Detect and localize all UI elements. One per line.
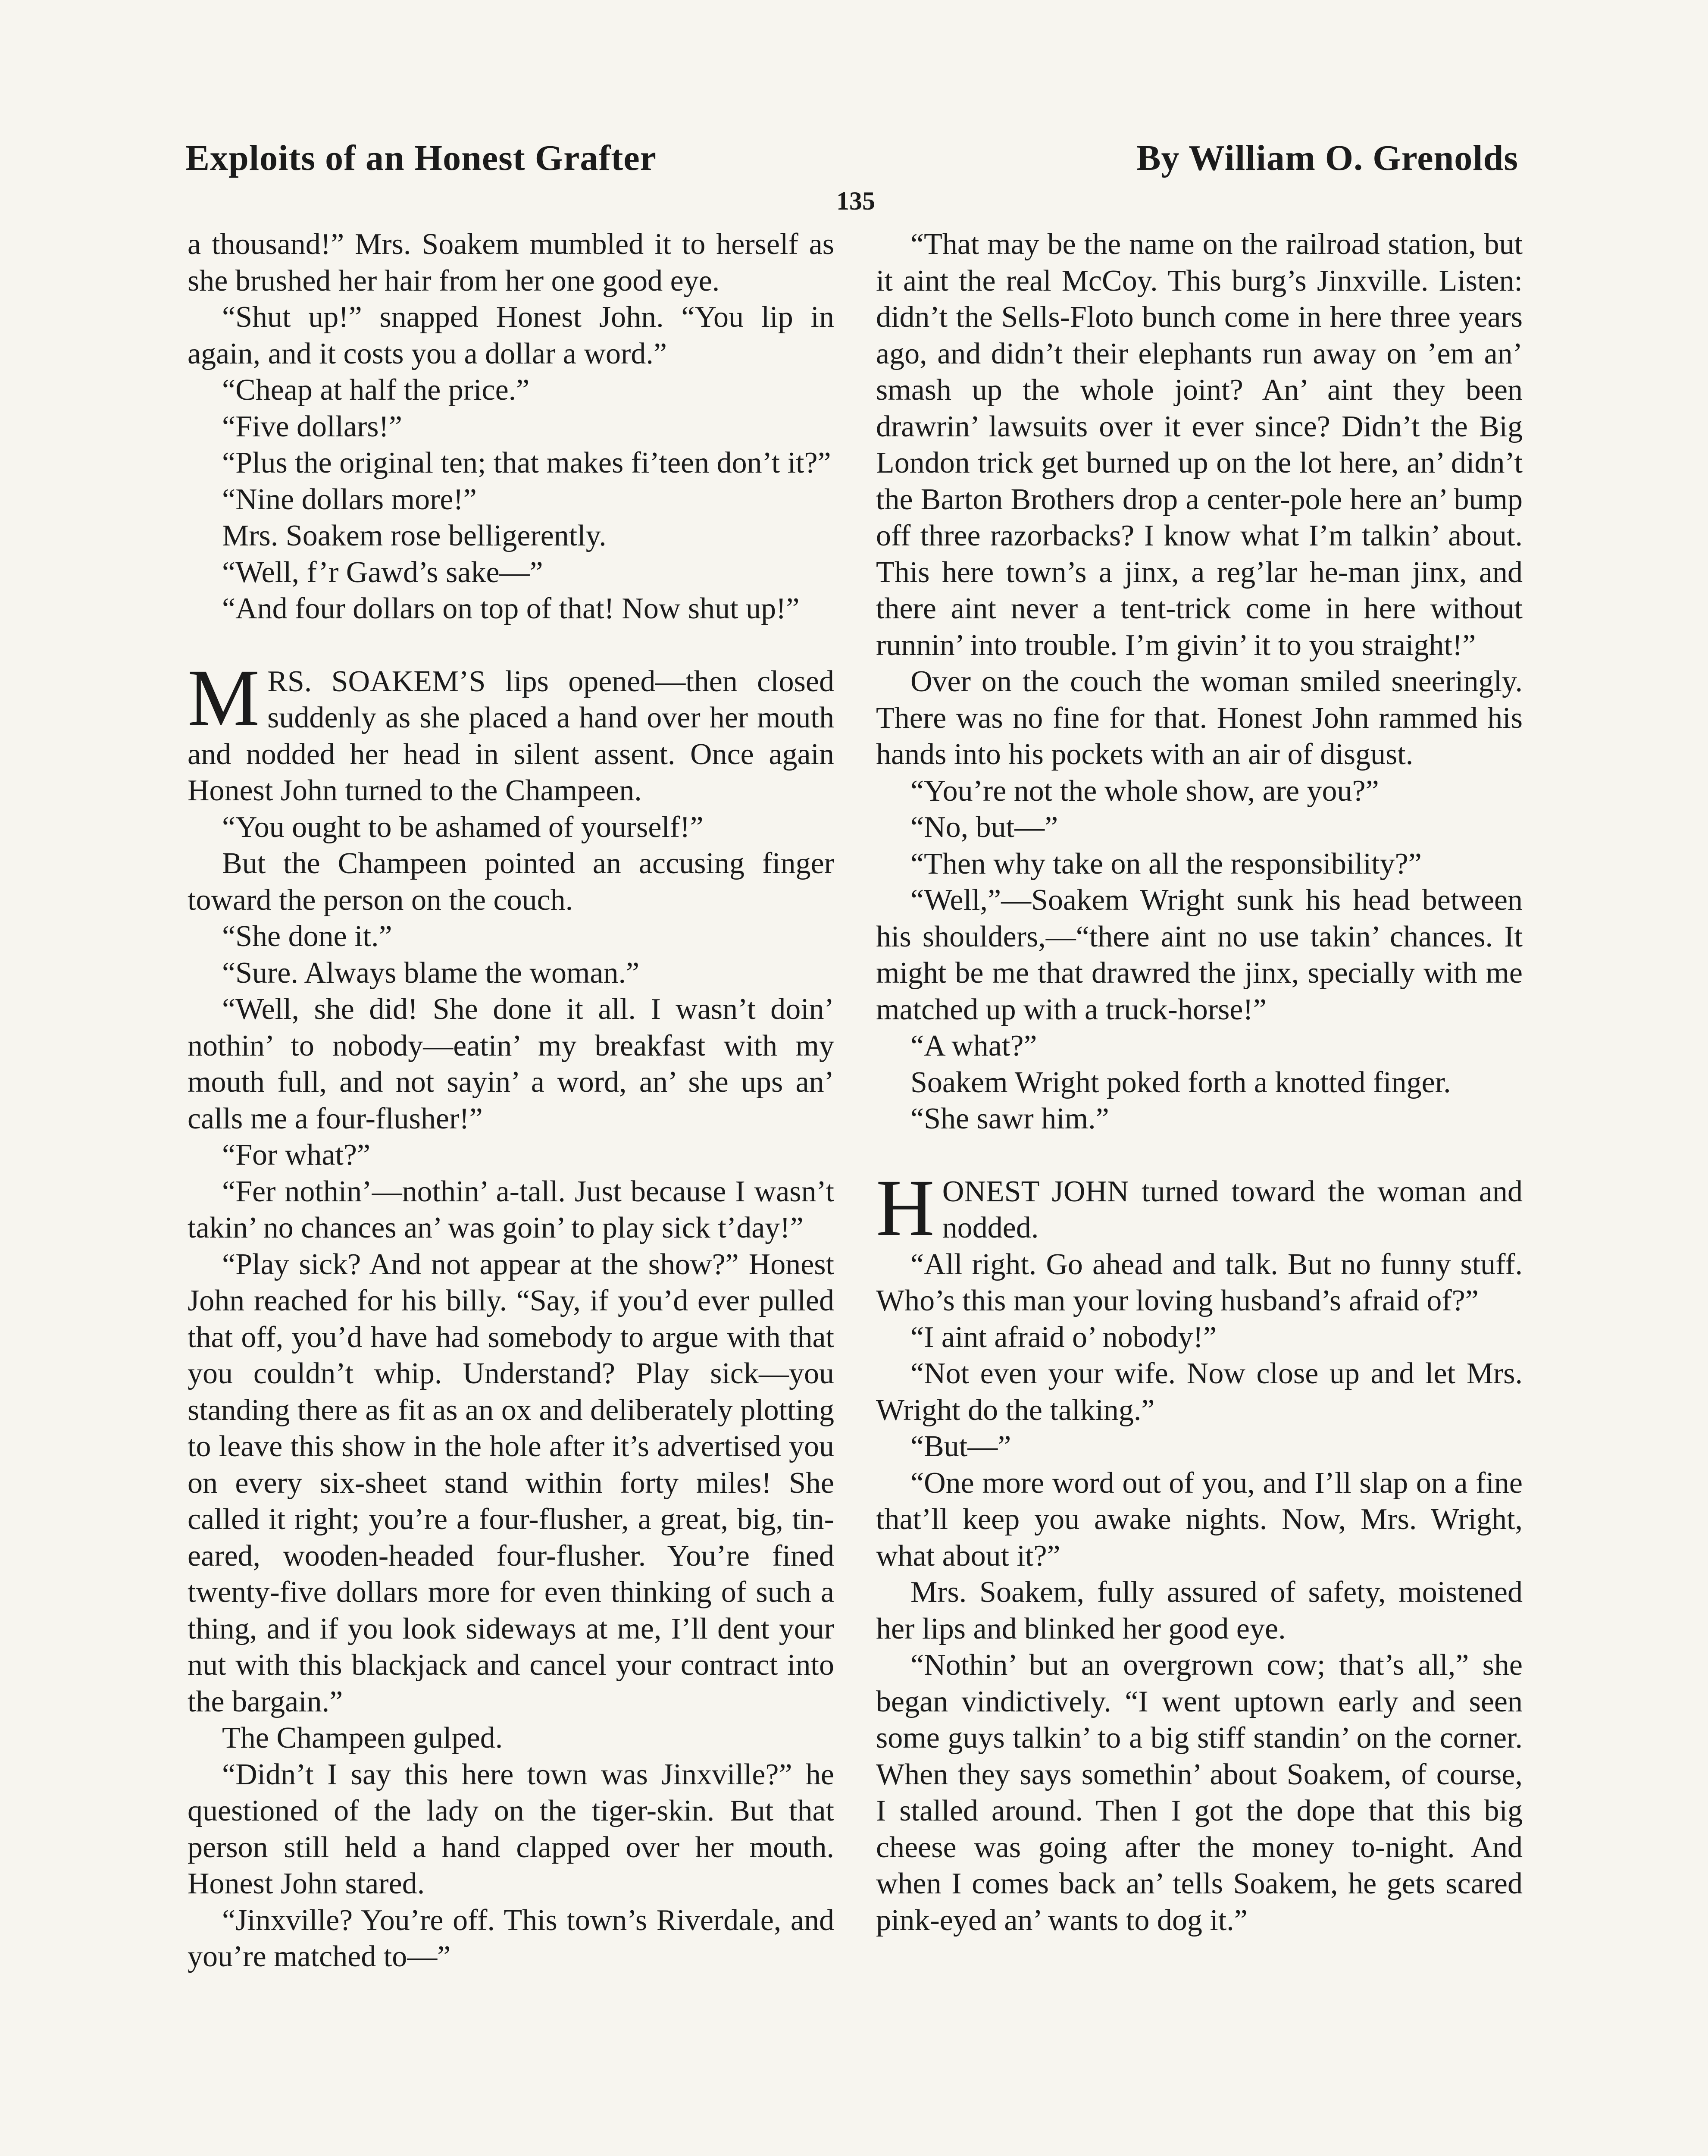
paragraph: Mrs. Soakem rose belligerently. (222, 519, 607, 552)
paragraph: “You’re not the whole show, are you?” (910, 774, 1379, 808)
paragraph: “Then why take on all the responsibility?” (910, 847, 1422, 881)
paragraph: “For what?” (222, 1138, 371, 1172)
paragraph: “Well, f’r Gawd’s sake—” (222, 555, 543, 589)
paragraph: a thousand!” Mrs. Soakem mumbled it to herself as she brushed her hair from her one good eye. (188, 228, 834, 298)
paragraph: “She done it.” (222, 920, 392, 953)
paragraph: “Jinxville? You’re off. This town’s Riverdale, and you’re matched to—” (188, 1903, 834, 1973)
paragraph: “Cheap at half the price.” (222, 373, 530, 407)
paragraph: “A what?” (910, 1029, 1037, 1062)
running-title: Exploits of an Honest Grafter (185, 138, 657, 178)
paragraph: But the Champeen pointed an accusing finger toward the person on the couch. (188, 847, 834, 917)
paragraph: “She sawr him.” (910, 1102, 1109, 1135)
paragraph: “Fer nothin’—nothin’ a-tall. Just because I wasn’t takin’ no chances an’ was goin’ to play sick t’day!” (188, 1175, 834, 1244)
paragraph: “I aint afraid o’ nobody!” (910, 1320, 1217, 1354)
paragraph: “Sure. Always blame the woman.” (222, 956, 640, 990)
paragraph: “Well,”—Soakem Wright sunk his head between his shoulders,—“there aint no use takin’ chances. It might be me that drawred the jinx, specially with me matched up with a truck-horse!” (876, 884, 1523, 1026)
paragraph: “Nothin’ but an overgrown cow; that’s all,” she began vindictively. “I went uptown early and seen some guys talkin’ to a big stiff standin’ on the corner. When they says somethin’ about Soakem, of course, I stalled around. Then I got the dope that this big cheese was going after the money to-night. And when I comes back an’ tells Soakem, he gets scared pink-eyed an’ wants to dog it.” (876, 1648, 1523, 1937)
left-column (188, 226, 834, 1975)
paragraph: “You ought to be ashamed of yourself!” (222, 810, 704, 844)
paragraph: “No, but—” (910, 811, 1058, 844)
paragraph: “That may be the name on the railroad station, but it aint the real McCoy. This burg’s Jinxville. Listen: didn’t the Sells-Floto bunch come in here three years ago, and didn’t their elephants run away on ’em an’ smash up the whole joint? An’ aint they been drawrin’ lawsuits over it ever since? Didn’t the Big London trick get burned up on the lot here, an’ didn’t the Barton Brothers drop a center-pole here an’ bump off three razorbacks? I know what I’m talkin’ about. This here town’s a jinx, a reg’lar he-man jinx, and there aint never a tent-trick come in here without runnin’ into trouble. I’m givin’ it to you straight!” (876, 228, 1523, 662)
paragraph: “Shut up!” snapped Honest John. “You lip in again, and it costs you a dollar a word.” (188, 301, 834, 370)
paragraph: “Not even your wife. Now close up and let Mrs. Wright do the talking.” (876, 1357, 1523, 1427)
paragraph: “Nine dollars more!” (222, 483, 477, 516)
paragraph: “Plus the original ten; that makes fi’teen don’t it?” (222, 446, 831, 479)
paragraph: The Champeen gulped. (222, 1721, 503, 1755)
author-byline: By William O. Grenolds (1136, 138, 1518, 178)
right-column (876, 226, 1523, 1939)
paragraph: Over on the couch the woman smiled sneeringly. There was no fine for that. Honest John rammed his hands into his pockets with an air of disgust. (876, 665, 1523, 771)
page-number: 135 (836, 187, 875, 215)
section-opening-paragraph (188, 652, 834, 809)
paragraph: “Didn’t I say this here town was Jinxville?” he questioned of the lady on the tiger-skin. But that person still held a hand clapped over her mouth. Honest John stared. (188, 1758, 834, 1900)
paragraph: “Well, she did! She done it all. I wasn’t doin’ nothin’ to nobody—eatin’ my breakfast with my mouth full, and not sayin’ a word, an’ she ups an’ calls me a four-flusher!” (188, 993, 834, 1135)
paragraph: “Play sick? And not appear at the show?” Honest John reached for his billy. “Say, if you’d ever pulled that off, you’d have had somebody to argue with that you couldn’t whip. Understand? Play sick—you standing there as fit as an ox and deliberately plotting to leave this show in the hole after it’s advertised you on every six-sheet stand within forty miles! She called it right; you’re a four-flusher, a great, big, tin-eared, wooden-headed four-flusher. You’re fined twenty-five dollars more for even thinking of such a thing, and if you look sideways at me, I’ll dent your nut with this blackjack and cancel your contract into the bargain.” (188, 1247, 834, 1718)
section-opening-paragraph (876, 1162, 1523, 1253)
section-opening-text: RS. SOAKEM’S lips opened—then closed suddenly as she placed a hand over her mouth and nodded her head in silent assent. Once again Honest John turned to the Champeen. (188, 664, 834, 807)
paragraph: “One more word out of you, and I’ll slap on a fine that’ll keep you awake nights. Now, Mrs. Wright, what about it?” (876, 1466, 1523, 1573)
paragraph: “But—” (910, 1430, 1011, 1463)
paragraph: Mrs. Soakem, fully assured of safety, moistened her lips and blinked her good eye. (876, 1576, 1523, 1645)
section-opening-text: ONEST JOHN turned toward the woman and nodded. (942, 1175, 1523, 1244)
paragraph: Soakem Wright poked forth a knotted finger. (910, 1065, 1451, 1099)
drop-cap: M (188, 652, 260, 743)
paragraph: “Five dollars!” (222, 410, 402, 443)
drop-cap: H (876, 1162, 935, 1253)
paragraph: “And four dollars on top of that! Now shut up!” (222, 592, 800, 625)
paragraph: “All right. Go ahead and talk. But no funny stuff. Who’s this man your loving husband’s afraid of?” (876, 1247, 1523, 1317)
